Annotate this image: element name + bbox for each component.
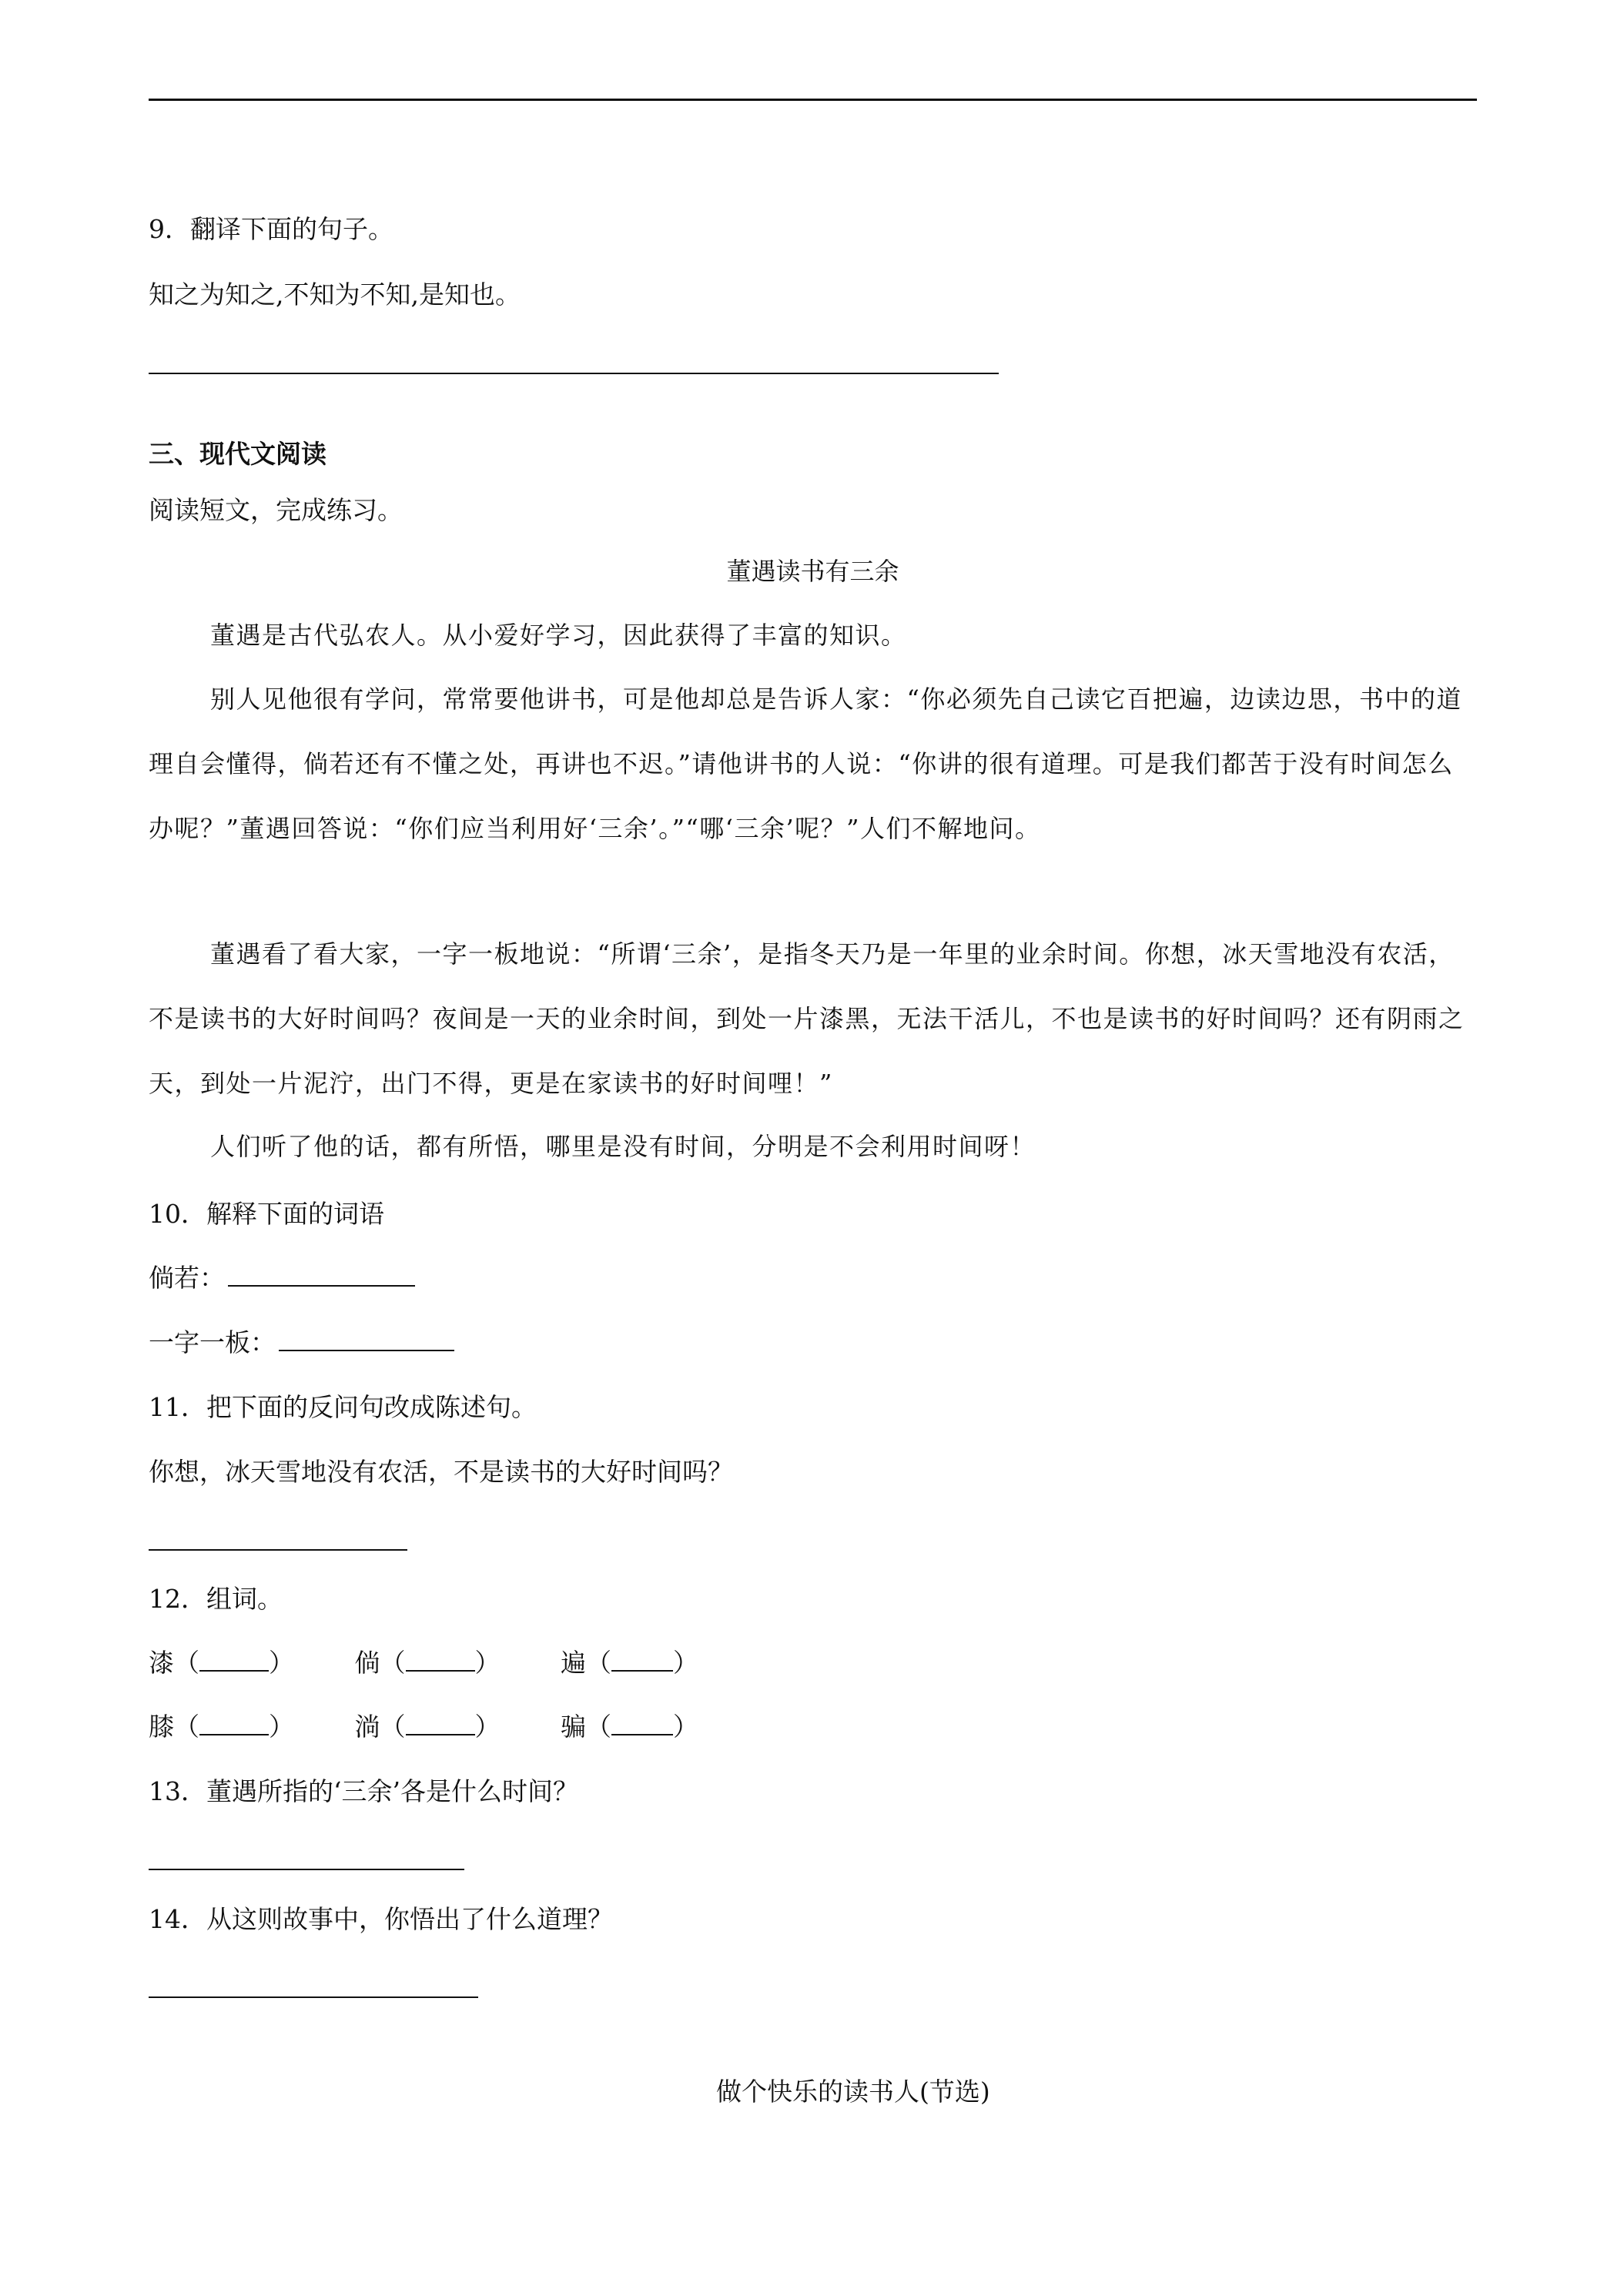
q12-open-paren: （ [174,1712,199,1742]
q12-item [355,1712,501,1742]
q13-answer-line[interactable] [149,1869,464,1870]
q12-close-paren: ） [673,1648,698,1678]
q12-open-paren: （ [586,1648,611,1678]
q12-open-paren: （ [586,1712,611,1742]
q11-sentence: 你想，冰天雪地没有农活，不是读书的大好时间吗？ [149,1457,733,1487]
q12-char: 漆 [149,1648,174,1678]
q12-char: 遍 [561,1648,586,1678]
q12-close-paren: ） [474,1712,501,1742]
q12-char: 倘 [354,1648,380,1678]
q12-close-paren: ） [269,1648,294,1678]
q14-prompt [149,1904,613,1935]
passage1-paragraph-3: 董遇看了看大家，一字一板地说：“所谓‘三余’，是指冬天乃是一年里的业余时间。你想，冰天雪地没有农活，不是读书的大好时间吗？夜间是一天的业余时间，到处一片漆黑，无法干活儿，不也是读书的好时间吗？还有阴雨之天，到处一片泥泞，出门不得，更是在家读书的好时间哩！” [149,939,1465,1098]
q12-open-paren: （ [380,1648,406,1678]
q13-number: 13． [149,1776,206,1806]
q12-char: 膝 [149,1712,174,1742]
q14-number: 14． [149,1904,206,1934]
q12-open-paren: （ [380,1712,406,1742]
passage1-paragraph-4: 人们听了他的话，都有所悟，哪里是没有时间，分明是不会利用时间呀！ [210,1132,1036,1161]
q12-blank[interactable] [199,1734,269,1735]
q13-prompt [149,1776,578,1807]
q12-blank[interactable] [406,1670,475,1672]
q13-prompt-text: 董遇所指的‘三余’各是什么时间？ [206,1776,578,1806]
q12-char: 淌 [354,1712,380,1742]
q12-item [149,1648,294,1678]
q12-item [355,1648,501,1678]
q12-prompt-text: 组词。 [206,1584,283,1614]
q12-char: 骗 [561,1712,586,1742]
q12-blank[interactable] [611,1734,673,1735]
q9-sentence: 知之为知之,不知为不知,是知也。 [149,279,521,310]
q9-number: 9． [149,214,190,244]
q12-item [561,1648,698,1678]
q12-item [561,1712,698,1742]
passage1-title: 董遇读书有三余 [726,557,899,586]
q9-prompt-text: 翻译下面的句子。 [190,214,393,244]
section3-heading: 三、现代文阅读 [149,439,326,469]
q11-prompt-text: 把下面的反问句改成陈述句。 [206,1392,537,1422]
q10-item-2 [149,1327,454,1358]
q12-number: 12． [149,1584,206,1614]
passage1-paragraph-1: 董遇是古代弘农人。从小爱好学习，因此获得了丰富的知识。 [210,621,907,650]
q9-answer-line[interactable] [149,373,999,374]
header-rule [149,99,1477,101]
q12-close-paren: ） [673,1712,698,1742]
q10-item-1-blank[interactable] [228,1285,415,1287]
q14-prompt-text: 从这则故事中，你悟出了什么道理？ [206,1904,613,1934]
q11-answer-line[interactable] [149,1549,407,1551]
q10-item-1 [149,1263,415,1294]
q10-item-1-label: 倘若： [149,1263,225,1293]
q12-blank[interactable] [406,1734,475,1735]
passage1-paragraph-2: 别人见他很有学问，常常要他讲书，可是他却总是告诉人家：“你必须先自己读它百把遍，边读边思，书中的道理自会懂得，倘若还有不懂之处，再讲也不迟。”请他讲书的人说：“你讲的很有道理。可是我们都苦于没有时间怎么办呢？”董遇回答说：“你们应当利用好‘三余’。”“哪‘三余’呢？”人们不解地问。 [149,684,1462,843]
q12-item [149,1712,294,1742]
q10-item-2-label: 一字一板： [149,1327,276,1357]
q12-row-2 [149,1712,698,1742]
section3-instruction: 阅读短文，完成练习。 [149,495,403,525]
q11-number: 11． [149,1392,206,1422]
q14-answer-line[interactable] [149,1996,478,1998]
q12-prompt [149,1584,283,1615]
passage2-title: 做个快乐的读书人(节选) [716,2077,990,2107]
q11-prompt [149,1392,537,1423]
q9-prompt [149,214,393,245]
q12-close-paren: ） [474,1648,501,1678]
q10-prompt [149,1199,384,1230]
q12-blank[interactable] [199,1670,269,1672]
q10-number: 10． [149,1199,206,1229]
q12-blank[interactable] [611,1670,673,1672]
q12-close-paren: ） [269,1712,294,1742]
q12-open-paren: （ [174,1648,199,1678]
q10-prompt-text: 解释下面的词语 [206,1199,384,1229]
q12-row-1 [149,1648,698,1678]
q10-item-2-blank[interactable] [279,1350,454,1351]
